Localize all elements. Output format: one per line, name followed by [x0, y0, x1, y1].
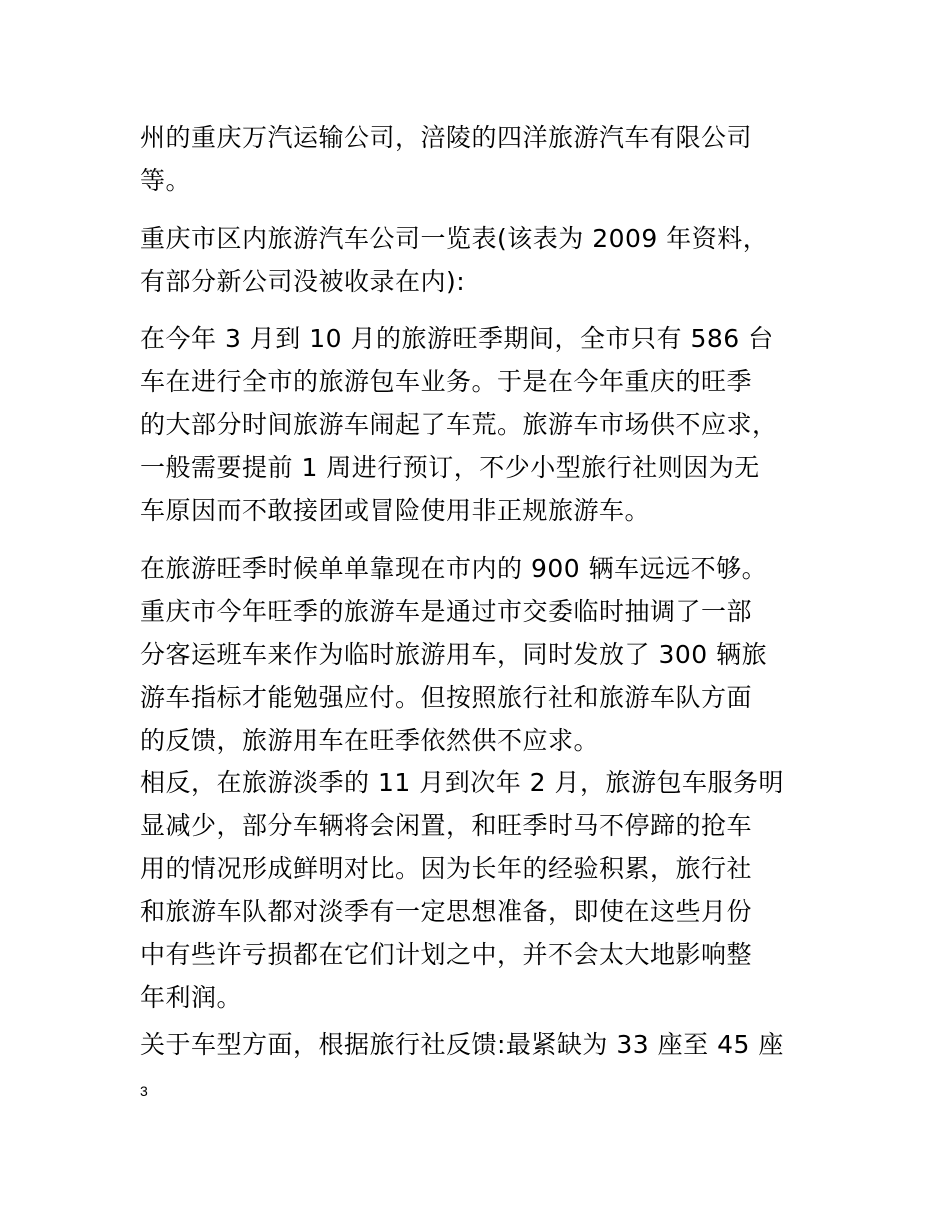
- text-line: 等。: [140, 166, 192, 195]
- paragraph-1: [140, 116, 820, 202]
- text-line: 有部分新公司没被收录在内):: [140, 267, 466, 296]
- text-line: 用的情况形成鲜明对比。因为长年的经验积累，旅行社: [140, 854, 753, 883]
- text-line: 重庆市今年旺季的旅游车是通过市交委临时抽调了一部: [140, 597, 753, 626]
- text-line: 一般需要提前 1 周进行预订，不少小型旅行社则因为无: [140, 453, 760, 482]
- paragraph-3: [140, 317, 820, 532]
- text-line: 游车指标才能勉强应付。但按照旅行社和旅游车队方面: [140, 683, 753, 712]
- text-line: 和旅游车队都对淡季有一定思想准备，即使在这些月份: [140, 897, 753, 926]
- text-line: 中有些许亏损都在它们计划之中，并不会太大地影响整: [140, 940, 753, 969]
- text-line: 车原因而不敢接团或冒险使用非正规旅游车。: [140, 496, 651, 525]
- paragraph-6: [140, 1023, 820, 1066]
- text-line: 相反，在旅游淡季的 11 月到次年 2 月，旅游包车服务明: [140, 768, 785, 797]
- text-line: 的反馈，旅游用车在旺季依然供不应求。: [140, 726, 600, 755]
- text-line: 年利润。: [140, 983, 243, 1012]
- page-number: 3: [140, 1083, 148, 1099]
- paragraph-5: [140, 761, 820, 1019]
- text-line: 分客运班车来作为临时旅游用车，同时发放了 300 辆旅: [140, 640, 768, 669]
- text-line: 州的重庆万汽运输公司，涪陵的四洋旅游汽车有限公司: [140, 123, 753, 152]
- text-line: 在今年 3 月到 10 月的旅游旺季期间，全市只有 586 台: [140, 324, 774, 353]
- text-line: 车在进行全市的旅游包车业务。于是在今年重庆的旺季: [140, 367, 753, 396]
- text-line: 的大部分时间旅游车闹起了车荒。旅游车市场供不应求，: [140, 410, 778, 439]
- paragraph-2: [140, 217, 820, 303]
- text-line: 在旅游旺季时候单单靠现在市内的 900 辆车远远不够。: [140, 554, 768, 583]
- text-line: 重庆市区内旅游汽车公司一览表(该表为 2009 年资料，: [140, 224, 769, 253]
- text-line: 关于车型方面，根据旅行社反馈:最紧缺为 33 座至 45 座: [140, 1030, 784, 1059]
- paragraph-4: [140, 547, 820, 762]
- text-line: 显减少，部分车辆将会闲置，和旺季时马不停蹄的抢车: [140, 811, 753, 840]
